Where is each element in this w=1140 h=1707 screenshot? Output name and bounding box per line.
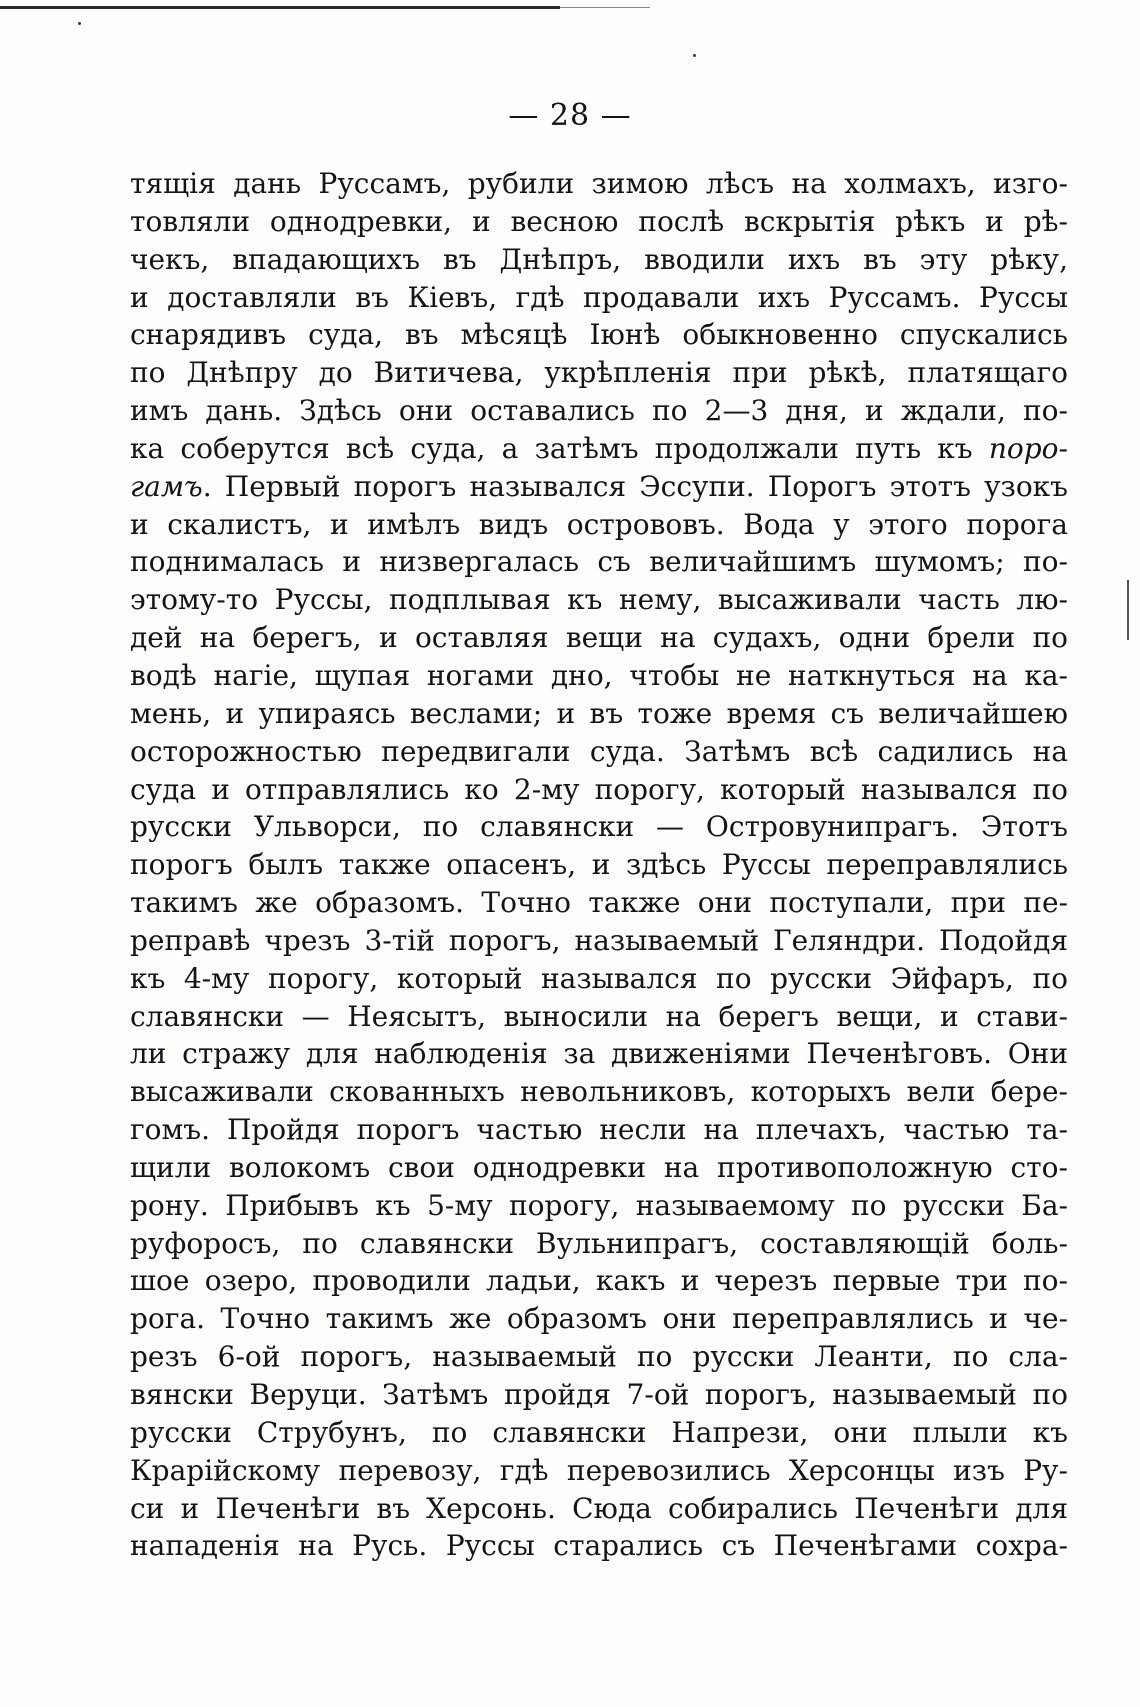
text-line [130, 165, 1068, 203]
text-segment: ли стражу для наблюденія за движеніями Печенѣговъ. Они [130, 1037, 1068, 1071]
text-line [130, 808, 1068, 846]
text-segment: славянски — Неясытъ, выносили на берегъ вещи, и стави- [130, 999, 1068, 1033]
text-segment: къ 4-му порогу, который назывался по русски Эйфаръ, по [130, 961, 1068, 995]
text-line [130, 203, 1068, 241]
text-segment: щили волокомъ свои однодревки на противоположную сто- [130, 1150, 1068, 1184]
text-segment: шое озеро, проводили ладьи, какъ и черезъ первые три по- [130, 1264, 1068, 1298]
text-segment: и доставляли въ Кіевъ, гдѣ продавали ихъ Руссамъ. Руссы [130, 280, 1068, 314]
text-line [130, 619, 1068, 657]
text-segment: гомъ. Пройдя порогъ частью несли на плечахъ, частью та- [130, 1113, 1068, 1147]
text-segment: си и Печенѣги въ Херсонь. Сюда собирались Печенѣги для [130, 1491, 1068, 1525]
text-line [130, 1149, 1068, 1187]
text-segment: такимъ же образомъ. Точно также они поступали, при пе- [130, 886, 1068, 920]
text-segment: нападенія на Русь. Руссы старались съ Печенѣгами сохра- [130, 1529, 1068, 1563]
text-segment: тящія дань Руссамъ, рубили зимою лѣсъ на холмахъ, изго- [130, 167, 1068, 200]
text-line [130, 1225, 1068, 1263]
page-number: — 28 — [508, 98, 632, 133]
text-segment: рога. Точно такимъ же образомъ они переправлялись и че- [130, 1302, 1068, 1336]
print-speck [693, 54, 696, 57]
text-line [130, 1527, 1068, 1565]
text-line [130, 1452, 1068, 1490]
text-segment: имъ дань. Здѣсь они оставались по 2—3 дня, и ждали, по- [130, 394, 1068, 428]
text-segment: чекъ, впадающихъ въ Днѣпръ, вводили ихъ въ эту рѣку, [130, 242, 1068, 276]
text-segment: товляли однодревки, и весною послѣ вскрытія рѣкъ и рѣ- [130, 204, 1068, 238]
italic-text-segment: гамъ [130, 469, 203, 503]
text-segment: этому-то Руссы, подплывая къ нему, высаживали часть лю- [130, 583, 1068, 617]
text-segment: вянски Веруци. Затѣмъ пройдя 7-ой порогъ, называемый по [130, 1378, 1068, 1411]
text-line [130, 1262, 1068, 1300]
text-line [130, 1490, 1068, 1528]
text-segment: суда и отправлялись ко 2-му порогу, который назывался по [130, 772, 1068, 806]
text-line [130, 279, 1068, 317]
text-segment: порогъ былъ также опасенъ, и здѣсь Руссы переправлялись [130, 848, 1068, 882]
text-segment: руфоросъ, по славянски Вульнипрагъ, составляющій боль- [130, 1226, 1068, 1260]
text-segment: снарядивъ суда, въ мѣсяцѣ Іюнѣ обыкновенно спускались [130, 318, 1068, 352]
text-line [130, 846, 1068, 884]
text-line [130, 771, 1068, 809]
text-line [130, 392, 1068, 430]
text-line [130, 581, 1068, 619]
text-line [130, 657, 1068, 695]
text-line [130, 922, 1068, 960]
print-speck [78, 22, 81, 25]
text-line [130, 506, 1068, 544]
text-line [130, 1376, 1068, 1414]
top-edge-rule [0, 6, 560, 9]
text-line [130, 960, 1068, 998]
body-text [130, 165, 1068, 1565]
text-line [130, 733, 1068, 771]
text-line [130, 998, 1068, 1036]
text-line [130, 1414, 1068, 1452]
text-line [130, 1111, 1068, 1149]
text-segment: русски Струбунъ, по славянски Напрези, они плыли къ [130, 1415, 1068, 1449]
text-segment: резъ 6-ой порогъ, называемый по русски Леанти, по сла- [130, 1340, 1068, 1374]
top-edge-rule-thin [560, 7, 650, 8]
text-segment: водѣ нагіе, щупая ногами дно, чтобы не наткнуться на ка- [130, 658, 1068, 692]
italic-text-segment: поро- [988, 431, 1068, 465]
text-line [130, 354, 1068, 392]
text-line [130, 695, 1068, 733]
text-line [130, 1187, 1068, 1225]
text-segment: рону. Прибывъ къ 5-му порогу, называемому по русски Ба- [130, 1188, 1068, 1222]
text-line [130, 1338, 1068, 1376]
text-line [130, 1035, 1068, 1073]
text-line [130, 884, 1068, 922]
text-line [130, 543, 1068, 581]
text-segment: мень, и упираясь веслами; и въ тоже время съ величайшею [130, 696, 1068, 730]
text-segment: осторожностью передвигали суда. Затѣмъ всѣ садились на [130, 734, 1068, 768]
text-line [130, 468, 1068, 506]
text-segment: по Днѣпру до Витичева, укрѣпленія при рѣкѣ, платящаго [130, 356, 1068, 390]
text-segment: поднималась и низвергалась съ величайшимъ шумомъ; по- [130, 545, 1068, 579]
text-segment: реправѣ чрезъ 3-тій порогъ, называемый Геляндри. Подойдя [130, 923, 1068, 957]
text-line [130, 316, 1068, 354]
text-segment: Крарійскому перевозу, гдѣ перевозились Херсонцы изъ Ру- [130, 1453, 1068, 1487]
text-line [130, 430, 1068, 468]
text-segment: дей на берегъ, и оставляя вещи на судахъ, одни брели по [130, 621, 1068, 655]
text-line [130, 1300, 1068, 1338]
text-line [130, 241, 1068, 279]
text-line [130, 1073, 1068, 1111]
text-segment: . Первый порогъ назывался Эссупи. Порогъ этотъ узокъ [202, 469, 1068, 503]
text-segment: ка соберутся всѣ суда, а затѣмъ продолжали путь къ [130, 431, 989, 465]
margin-mark [1127, 580, 1129, 640]
text-segment: русски Ульворси, по славянски — Островунипрагъ. Этотъ [130, 810, 1068, 844]
text-segment: и скалистъ, и имѣлъ видъ острововъ. Вода у этого порога [130, 507, 1068, 541]
text-segment: высаживали скованныхъ невольниковъ, которыхъ вели бере- [130, 1075, 1068, 1109]
